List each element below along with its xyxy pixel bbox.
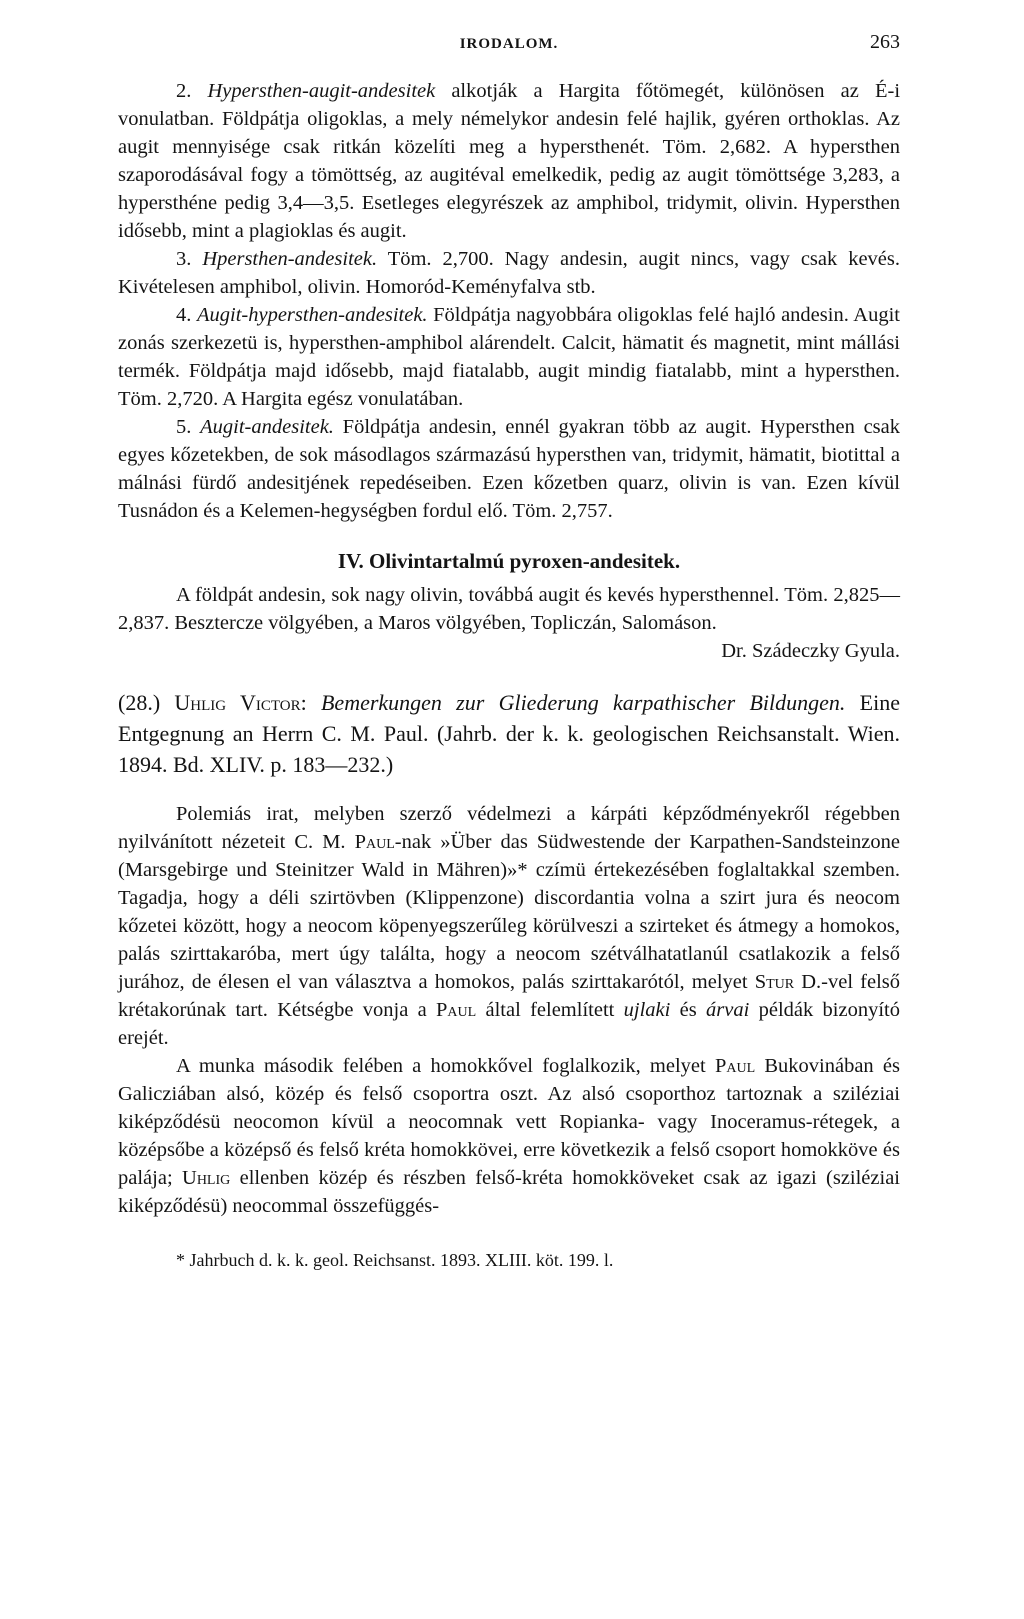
section-heading: IV. Olivintartalmú pyroxen-andesitek. bbox=[337, 549, 681, 573]
text-run: -nak »Über das Südwestende der Karpathen-Sandsteinzone (Marsgebirge und Steinitzer Wald in Mähren)»* czímü értekezésében foglaltakkal szemben. Tagadja, hogy a déli szirtövben (Klippenzone) discordantia volna a szirt jura és neocom kőzetei között, hogy a neocom köpenyegszerűleg körülveszi a szirteket és átmegy a homokos, palás szirttakaróba, mert úgy találta, hogy a neocom szétválhatatlanúl csatlakozik a felső jurához, de élesen el van választva a homokos, palás szirttakarótól, melyet bbox=[118, 831, 900, 993]
paragraph-5 bbox=[118, 413, 900, 525]
person-name: Paul bbox=[436, 999, 477, 1021]
text-run: példák bizonyító erejét. bbox=[118, 999, 900, 1049]
reference-number: (28.) bbox=[118, 690, 175, 715]
reference-details: Eine Entgegnung an Herrn C. M. Paul. (Jahrb. der k. k. geologischen Reichsanstalt. Wien. 1894. Bd. XLIV. p. 183—232.) bbox=[118, 690, 900, 777]
paragraph-2 bbox=[118, 77, 900, 245]
person-name: Uhlig bbox=[182, 1167, 231, 1189]
text-run: által felemlített bbox=[476, 999, 624, 1021]
person-name: Paul bbox=[354, 831, 395, 853]
item-text: alkotják a Hargita főtömegét, különösen az É-i vonulatban. Földpátja oligoklas, a mely némelykor andesin felé hajlik, gyéren orthoklas. Az augit mennyisége csak ritkán közelíti meg a hypersthenét. Töm. 2,682. A hypersthen szaporodásával fogy a tömöttség, az augitéval emelkedik, pedig az augit tömöttsége 3,283, a hypersthéne pedig 3,4—3,5. Esetleges elegyrészek az amphibol, tridymit, olivin. Hypersthen idősebb, mint a plagioklas és augit. bbox=[118, 80, 901, 242]
place-name: árvai bbox=[706, 999, 750, 1021]
bibliographic-reference bbox=[118, 687, 900, 780]
reference-separator: : bbox=[300, 690, 321, 715]
text-run: és bbox=[670, 999, 707, 1021]
item-term: Augit-hypersthen-andesitek. bbox=[196, 304, 428, 326]
text-run: A munka második felében a homokkővel foglalkozik, melyet bbox=[176, 1055, 715, 1077]
item-term: Hpersthen-andesitek. bbox=[202, 248, 378, 270]
text-run: ellenben közép és részben felső-kréta homokköveket csak az igazi (sziléziai kiképződésü) neocommal összefüggés- bbox=[118, 1167, 900, 1217]
reference-title: Bemerkungen zur Gliederung karpathischer Bildungen. bbox=[320, 690, 846, 715]
text-run: Polemiás irat, melyben szerző védelmezi a kárpáti képződményekről régebben nyilvánított nézeteit C. M. bbox=[118, 803, 900, 853]
paragraph-3 bbox=[118, 245, 900, 301]
item-number: 3. bbox=[176, 248, 203, 270]
item-term: Augit-andesitek. bbox=[200, 416, 334, 438]
item-number: 2. bbox=[176, 80, 208, 102]
person-name: Stur bbox=[754, 971, 795, 993]
page-number: 263 bbox=[870, 31, 900, 53]
running-title: IRODALOM. bbox=[459, 36, 559, 52]
signature: Dr. Szádeczky Gyula. bbox=[721, 640, 900, 662]
paragraph-4 bbox=[118, 301, 900, 413]
page-body bbox=[118, 77, 900, 1274]
item-text: Földpátja nagyobbára oligoklas felé hajló andesin. Augit zonás szerkezetü is, hypersthen-amphibol alárendelt. Calcit, hämatit és magnetit, mint mállási termék. Földpátja majd idősebb, majd fiatalabb, augit mindig fiatalabb, mint a hypersthen. Töm. 2,720. A Hargita egész vonulatában. bbox=[118, 304, 901, 410]
paragraph-7 bbox=[118, 800, 900, 1052]
person-name: Paul bbox=[714, 1055, 756, 1077]
item-term: Hypersthen-augit-andesitek bbox=[207, 80, 436, 102]
paragraph-8 bbox=[118, 1052, 900, 1220]
paragraph-6: A földpát andesin, sok nagy olivin, továbbá augit és kevés hypersthennel. Töm. 2,825—2,837. Besztercze völgyében, a Maros völgyében, Topliczán, Salomáson. bbox=[118, 584, 900, 634]
text-run: Bukovinában és Galicziában alsó, közép és felső csoportra oszt. Az alsó csoporthoz tartoznak a sziléziai kiképződésü neocomon kívül a neocomnak vett Ropianka- vagy Inoceramus-rétegek, a középsőbe a középső és felső kréta homokkövei, erre következik a felső csoport homokköve és palája; bbox=[118, 1055, 900, 1189]
running-header bbox=[118, 30, 900, 60]
place-name: ujlaki bbox=[623, 999, 671, 1021]
footnote: * Jahrbuch d. k. k. geol. Reichsanst. 1893. XLIII. köt. 199. l. bbox=[176, 1250, 614, 1270]
text-run: D.-vel felső krétakorúnak tart. Kétségbe vonja a bbox=[118, 971, 900, 1021]
reference-author: Uhlig Victor bbox=[174, 690, 301, 715]
item-text: Töm. 2,700. Nagy andesin, augit nincs, vagy csak kevés. Kivételesen amphibol, olivin. Homoród-Keményfalva stb. bbox=[118, 248, 900, 298]
item-number: 4. bbox=[176, 304, 197, 326]
item-text: Földpátja andesin, ennél gyakran több az augit. Hypersthen csak egyes kőzetekben, de sok másodlagos származású hypersthen van, tridymit, hämatit, biotittal a málnási fürdő andesitjének repedéseiben. Ezen kőzetben quarz, olivin is van. Ezen kívül Tusnádon és a Kelemen-hegységben fordul elő. Töm. 2,757. bbox=[118, 416, 900, 522]
item-number: 5. bbox=[176, 416, 201, 438]
